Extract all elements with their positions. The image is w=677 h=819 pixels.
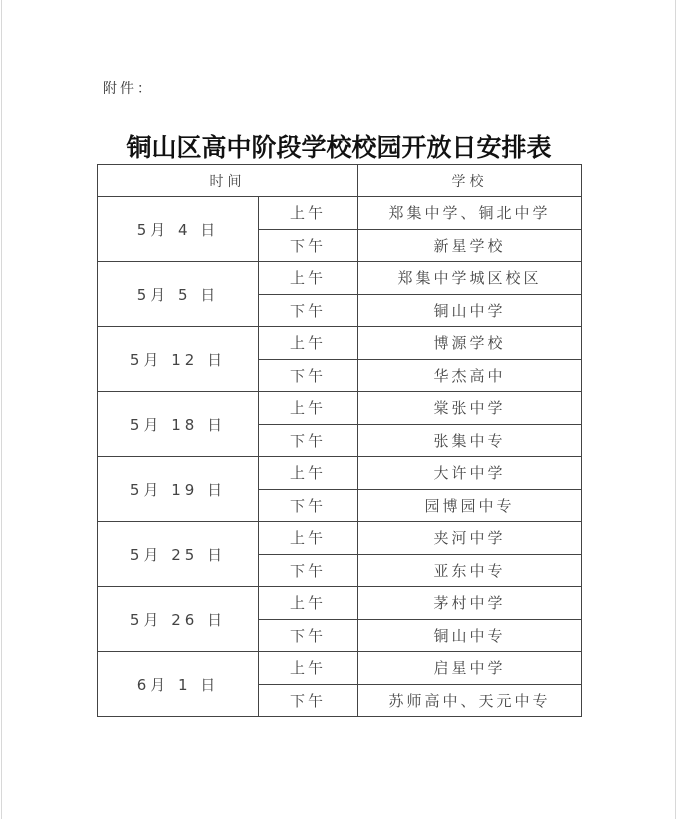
table-row bbox=[98, 522, 582, 555]
school-am: 棠张中学 bbox=[358, 392, 582, 425]
school-pm: 张集中专 bbox=[358, 424, 582, 457]
page-edge-left bbox=[1, 0, 2, 819]
header-school: 学校 bbox=[358, 165, 582, 197]
date-cell: 5月 19 日 bbox=[98, 457, 259, 522]
period-pm: 下午 bbox=[259, 359, 358, 392]
period-pm: 下午 bbox=[259, 684, 358, 717]
page-edge-right bbox=[675, 0, 676, 819]
table-row bbox=[98, 327, 582, 360]
period-pm: 下午 bbox=[259, 229, 358, 262]
school-pm: 新星学校 bbox=[358, 229, 582, 262]
period-am: 上午 bbox=[259, 327, 358, 360]
period-am: 上午 bbox=[259, 652, 358, 685]
table-row bbox=[98, 587, 582, 620]
date-cell: 5月 26 日 bbox=[98, 587, 259, 652]
schedule-table bbox=[97, 164, 582, 717]
table-row bbox=[98, 457, 582, 490]
header-time: 时间 bbox=[98, 165, 358, 197]
date-cell: 5月 4 日 bbox=[98, 197, 259, 262]
table-header-row bbox=[98, 165, 582, 197]
period-pm: 下午 bbox=[259, 294, 358, 327]
school-pm: 华杰高中 bbox=[358, 359, 582, 392]
date-cell: 5月 25 日 bbox=[98, 522, 259, 587]
school-pm: 园博园中专 bbox=[358, 489, 582, 522]
document-title: 铜山区高中阶段学校校园开放日安排表 bbox=[126, 133, 552, 162]
table-row bbox=[98, 262, 582, 295]
attachment-label: 附件： bbox=[103, 81, 154, 97]
table-row bbox=[98, 652, 582, 685]
table-row bbox=[98, 197, 582, 230]
school-am: 博源学校 bbox=[358, 327, 582, 360]
period-pm: 下午 bbox=[259, 424, 358, 457]
table-row bbox=[98, 392, 582, 425]
school-pm: 铜山中学 bbox=[358, 294, 582, 327]
date-cell: 5月 12 日 bbox=[98, 327, 259, 392]
school-pm: 苏师高中、天元中专 bbox=[358, 684, 582, 717]
school-am: 茅村中学 bbox=[358, 587, 582, 620]
school-am: 夹河中学 bbox=[358, 522, 582, 555]
period-am: 上午 bbox=[259, 392, 358, 425]
school-pm: 铜山中专 bbox=[358, 619, 582, 652]
period-am: 上午 bbox=[259, 197, 358, 230]
school-am: 大许中学 bbox=[358, 457, 582, 490]
date-cell: 6月 1 日 bbox=[98, 652, 259, 717]
period-am: 上午 bbox=[259, 457, 358, 490]
school-am: 郑集中学、铜北中学 bbox=[358, 197, 582, 230]
period-am: 上午 bbox=[259, 522, 358, 555]
school-pm: 亚东中专 bbox=[358, 554, 582, 587]
school-am: 郑集中学城区校区 bbox=[358, 262, 582, 295]
date-cell: 5月 18 日 bbox=[98, 392, 259, 457]
period-am: 上午 bbox=[259, 262, 358, 295]
period-pm: 下午 bbox=[259, 554, 358, 587]
period-pm: 下午 bbox=[259, 489, 358, 522]
period-pm: 下午 bbox=[259, 619, 358, 652]
period-am: 上午 bbox=[259, 587, 358, 620]
school-am: 启星中学 bbox=[358, 652, 582, 685]
date-cell: 5月 5 日 bbox=[98, 262, 259, 327]
